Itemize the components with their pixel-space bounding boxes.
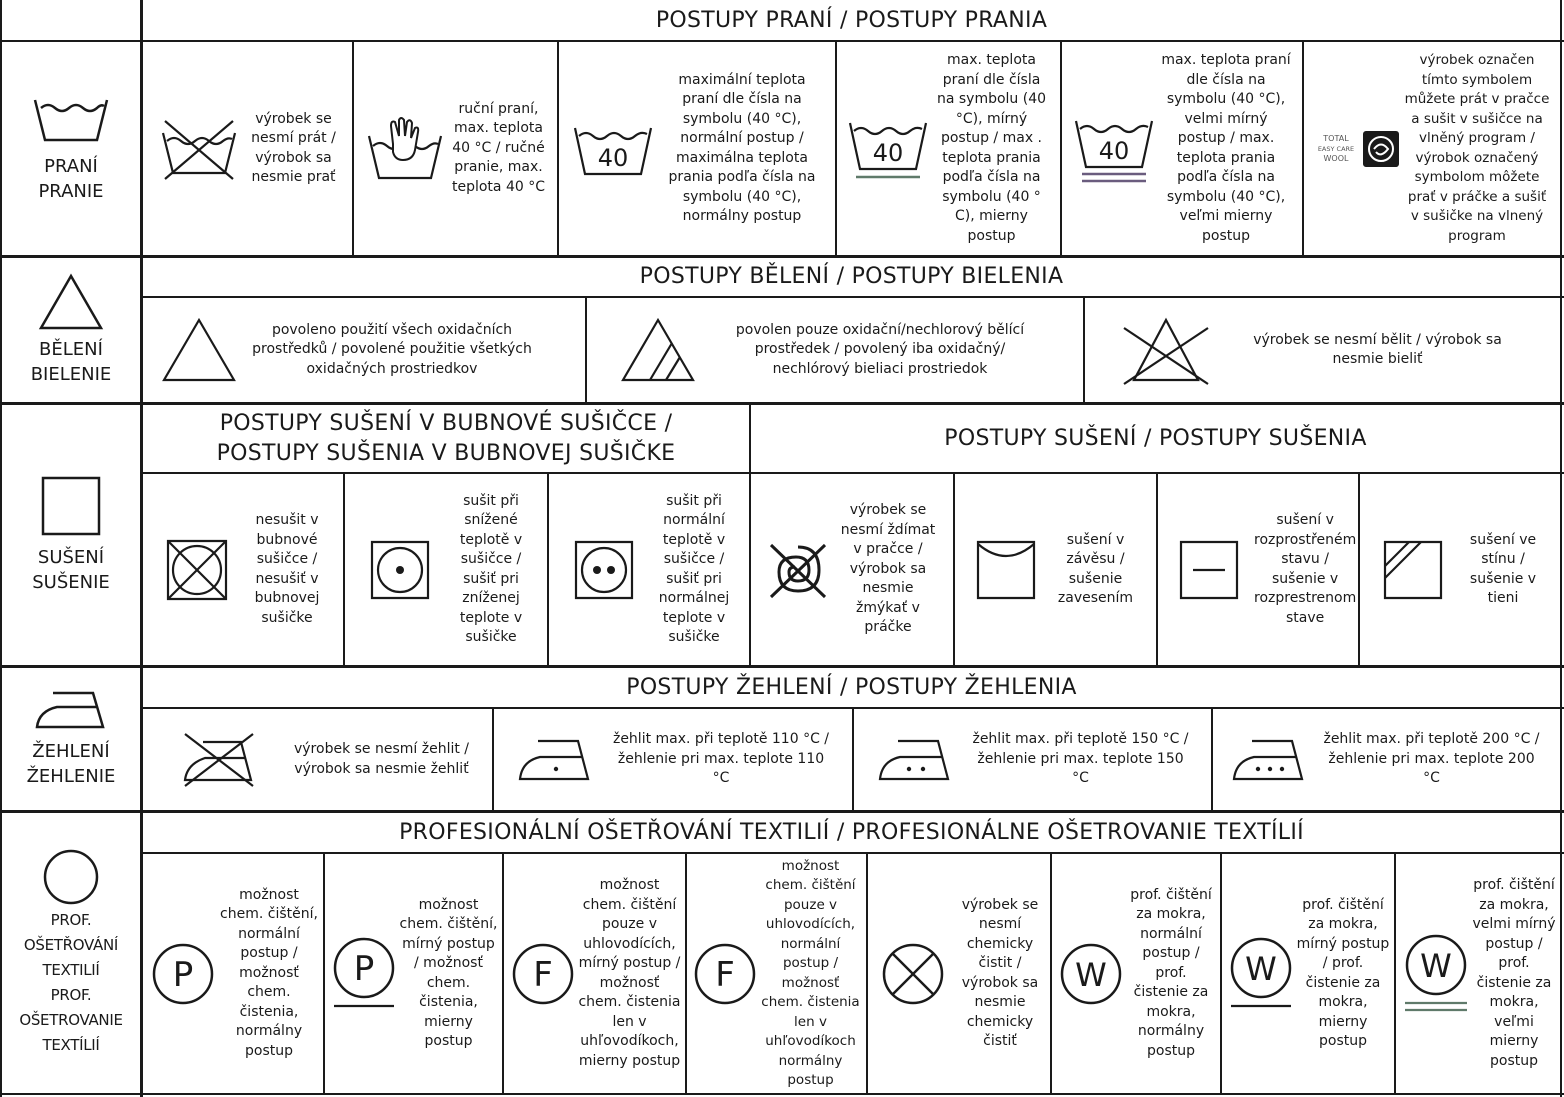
iron-medium-icon bbox=[876, 737, 954, 783]
wet-clean-very-mild-icon bbox=[1403, 933, 1469, 1015]
ironing-text: žehlit max. při teplotě 150 °C / žehlenie pri max. teplote 150 °C bbox=[972, 731, 1189, 787]
wool-badge-line: WOOL bbox=[1323, 153, 1349, 163]
washing-header: POSTUPY PRANÍ / POSTUPY PRANIA bbox=[655, 8, 1048, 33]
dry-clean-p-normal-icon bbox=[151, 942, 215, 1006]
washing-cell bbox=[143, 42, 352, 255]
drying-square-icon bbox=[40, 475, 102, 537]
do-not-wring-icon bbox=[765, 537, 831, 603]
professional-circle-icon bbox=[42, 848, 100, 906]
dry-clean-f-normal-icon bbox=[511, 942, 575, 1006]
drying-cell bbox=[549, 474, 749, 665]
category-ironing bbox=[2, 668, 140, 810]
wet-clean-letter: W bbox=[1420, 946, 1452, 985]
category-washing-label-cz: PRANÍ bbox=[44, 155, 98, 177]
category-ironing-label-sk: ŽEHLENIE bbox=[26, 766, 116, 787]
wool-badge-text bbox=[1314, 134, 1358, 164]
wool-program-icon bbox=[1362, 130, 1400, 168]
ironing-text: žehlit max. při teplotě 110 °C / žehlenie pri max. teplote 110 °C bbox=[612, 731, 830, 787]
bleaching-text: výrobek se nesmí bělit / výrobok sa nesmie bieliť bbox=[1253, 331, 1502, 367]
ironing-cell bbox=[494, 709, 852, 810]
drying-text: sušit při snížené teplotě v sušičce / sušiť pri zníženej teplote v sušičke bbox=[459, 492, 523, 645]
category-professional bbox=[2, 813, 140, 1093]
dry-clean-f-mild-icon bbox=[693, 942, 757, 1006]
ironing-text: výrobek se nesmí žehlit / výrobok sa nesmie žehliť bbox=[293, 741, 470, 777]
professional-text: prof. čištění za mokra, velmi mírný postup / prof. čistenie za mokra, veľmi mierny postup bbox=[1472, 877, 1556, 1069]
drying-cell bbox=[1158, 474, 1358, 665]
wash-tub-icon bbox=[31, 94, 111, 144]
category-professional-label-3: TEXTILIÍ bbox=[42, 961, 100, 979]
drying-text: sušení ve stínu / sušenie v tieni bbox=[1469, 531, 1537, 606]
category-professional-label-5: OŠETROVANIE bbox=[19, 1011, 123, 1029]
bleach-not-allowed-icon bbox=[1118, 314, 1214, 386]
bleaching-cell bbox=[143, 298, 585, 402]
wash-40-normal-icon bbox=[571, 118, 655, 180]
category-drying bbox=[2, 405, 140, 665]
bleaching-text: povolen pouze oxidační/nechlorový bělící prostředek / povolený iba oxidačný/ nechlórový bieliaci prostriedok bbox=[735, 321, 1025, 377]
professional-text: možnost chem. čištění, normální postup / možnosť chem. čistenia, normálny postup bbox=[220, 886, 318, 1059]
wet-clean-letter: W bbox=[1075, 955, 1107, 994]
washing-cell bbox=[1304, 42, 1560, 255]
natural-drying-header: POSTUPY SUŠENÍ / POSTUPY SUŠENIA bbox=[944, 425, 1367, 451]
tumble-drying-header bbox=[143, 405, 749, 472]
professional-header: PROFESIONÁLNÍ OŠETŘOVÁNÍ TEXTILIÍ / PROFESIONÁLNE OŠETROVANIE TEXTÍLIÍ bbox=[399, 819, 1304, 845]
iron-low-icon bbox=[516, 737, 594, 783]
professional-cell bbox=[325, 854, 502, 1093]
wash-40-very-mild-icon bbox=[1072, 111, 1156, 187]
tumble-drying-header-text: POSTUPY SUŠENÍ V BUBNOVÉ SUŠIČCE / POSTUPY SUŠENIA V BUBNOVEJ SUŠIČKE bbox=[216, 410, 676, 466]
professional-cell bbox=[1222, 854, 1394, 1093]
bleach-non-chlorine-icon bbox=[620, 317, 696, 383]
professional-cell bbox=[1396, 854, 1560, 1093]
ironing-cell bbox=[854, 709, 1211, 810]
category-drying-label-sk: SUŠENIE bbox=[32, 572, 110, 593]
bleaching-cell bbox=[587, 298, 1083, 402]
wash-temp-number: 40 bbox=[872, 138, 904, 167]
dry-clean-letter: P bbox=[172, 954, 194, 995]
category-washing bbox=[2, 42, 140, 255]
iron-not-allowed-icon bbox=[179, 732, 259, 788]
dry-clean-not-allowed-icon bbox=[880, 941, 946, 1007]
wet-clean-mild-icon bbox=[1229, 936, 1293, 1012]
iron-high-icon bbox=[1230, 737, 1308, 783]
wash-not-allowed-icon bbox=[157, 117, 241, 181]
category-professional-label-4: PROF. bbox=[50, 986, 92, 1004]
washing-cell bbox=[837, 42, 1060, 255]
professional-text: možnost chem. čištění pouze v uhlovodících, mírný postup / možnosť chem. čistenia len v uhľovodíkoch, mierny postup bbox=[578, 877, 681, 1069]
drying-cell bbox=[751, 474, 953, 665]
dry-clean-letter: P bbox=[353, 948, 375, 989]
washing-text: maximální teplota praní dle čísla na symbolu (40 °C), normální postup / maximálna teplota prania podľa čísla na symbolu (40 °C), normálny postup bbox=[668, 71, 816, 224]
tumble-dry-low-icon bbox=[368, 538, 432, 602]
washing-text: ruční praní, max. teplota 40 °C / ručné pranie, max. teplota 40 °C bbox=[451, 100, 545, 195]
line-dry-icon bbox=[974, 538, 1038, 602]
category-bleaching-label-cz: BĚLENÍ bbox=[39, 339, 103, 360]
bleaching-text: povoleno použití všech oxidačních prostředků / povolené použitie všetkých oxidačných prostriedkov bbox=[252, 321, 532, 377]
drying-cell bbox=[955, 474, 1156, 665]
drying-text: sušení v závěsu / sušenie zavesením bbox=[1057, 531, 1134, 606]
professional-cell bbox=[868, 854, 1050, 1093]
professional-text: prof. čištění za mokra, normální postup / prof. čistenie za mokra, normálny postup bbox=[1130, 886, 1212, 1059]
tumble-dry-normal-icon bbox=[572, 538, 636, 602]
professional-cell bbox=[143, 854, 323, 1093]
ironing-cell bbox=[143, 709, 492, 810]
washing-text: výrobek se nesmí prát / výrobok sa nesmie prať bbox=[251, 110, 336, 185]
drying-cell bbox=[1360, 474, 1560, 665]
iron-icon bbox=[33, 689, 109, 731]
category-drying-label-cz: SUŠENÍ bbox=[37, 547, 105, 568]
bleach-any-icon bbox=[161, 317, 237, 383]
dry-in-shade-icon bbox=[1381, 538, 1445, 602]
wool-badge-line: TOTAL bbox=[1323, 133, 1349, 143]
professional-cell bbox=[504, 854, 685, 1093]
washing-cell bbox=[559, 42, 835, 255]
category-ironing-label-cz: ŽEHLENÍ bbox=[32, 741, 110, 762]
category-professional-label-2: OŠETŘOVÁNÍ bbox=[23, 936, 119, 954]
washing-text: max. teplota praní dle čísla na symbolu (40 °C), velmi mírný postup / max. teplota prania podľa čísla na symbolu (40 °C), veľmi mierny postup bbox=[1161, 52, 1291, 244]
wash-temp-number: 40 bbox=[1098, 136, 1130, 165]
category-professional-label-1: PROF. bbox=[50, 911, 92, 929]
ironing-cell bbox=[1213, 709, 1560, 810]
drying-text: sušení v rozprostřeném stavu / sušenie v rozprestrenom stave bbox=[1254, 512, 1357, 626]
wool-badge-line: EASY CARE bbox=[1317, 144, 1355, 153]
drying-text: nesušit v bubnové sušičce / nesušiť v bubnovej sušičke bbox=[254, 512, 320, 626]
professional-text: možnost chem. čištění pouze v uhlovodících, normální postup / možnosť chem. čistenia len v uhľovodíkoch normálny postup bbox=[761, 857, 860, 1088]
washing-text: max. teplota praní dle čísla na symbolu (40 °C), mírný postup / max . teplota prania podľa čísla na symbolu (40 ° C), mierny postup bbox=[936, 52, 1047, 244]
dry-clean-letter: F bbox=[533, 954, 553, 995]
professional-cell bbox=[687, 854, 866, 1093]
wet-clean-letter: W bbox=[1245, 949, 1277, 988]
washing-cell bbox=[1062, 42, 1302, 255]
wash-temp-number: 40 bbox=[597, 143, 629, 172]
hand-wash-icon bbox=[363, 114, 447, 184]
professional-cell bbox=[1052, 854, 1220, 1093]
dry-clean-p-mild-icon bbox=[332, 936, 396, 1012]
category-bleaching bbox=[2, 258, 140, 402]
ironing-header: POSTUPY ŽEHLENÍ / POSTUPY ŽEHLENIA bbox=[626, 674, 1077, 700]
bleaching-header: POSTUPY BĚLENÍ / POSTUPY BIELENIA bbox=[639, 264, 1064, 289]
dry-clean-letter: F bbox=[715, 954, 735, 995]
drying-cell bbox=[143, 474, 343, 665]
drying-cell bbox=[345, 474, 547, 665]
bleach-triangle-icon bbox=[38, 273, 104, 331]
category-washing-label-sk: PRANIE bbox=[38, 180, 104, 202]
tumble-dry-not-allowed-icon bbox=[164, 537, 230, 603]
professional-text: možnost chem. čištění, mírný postup / možnosť chem. čistenia, mierny postup bbox=[399, 896, 498, 1049]
professional-text: výrobek se nesmí chemicky čistit / výrobok sa nesmie chemicky čistiť bbox=[961, 896, 1039, 1049]
washing-cell bbox=[354, 42, 557, 255]
wash-40-mild-icon bbox=[846, 113, 930, 185]
drying-text: výrobek se nesmí ždímat v pračce / výrobok sa nesmie žmýkať v práčke bbox=[840, 502, 936, 636]
dry-flat-icon bbox=[1177, 538, 1241, 602]
bleaching-cell bbox=[1085, 298, 1560, 402]
drying-text: sušit při normální teplotě v sušičce / sušiť pri normálnej teplote v sušičke bbox=[658, 492, 730, 645]
professional-text: prof. čištění za mokra, mírný postup / prof. čistenie za mokra, mierny postup bbox=[1296, 896, 1390, 1049]
wet-clean-normal-icon bbox=[1059, 942, 1123, 1006]
washing-text: výrobek označen tímto symbolem můžete prát v pračce a sušit v sušičce na vlněný program / výrobok označený symbolom môžete prať v práčke a sušiť v sušičke na vlnený program bbox=[1404, 52, 1550, 244]
category-professional-label-6: TEXTÍLIÍ bbox=[42, 1036, 100, 1054]
category-bleaching-label-sk: BIELENIE bbox=[30, 364, 112, 385]
ironing-text: žehlit max. při teplotě 200 °C / žehlenie pri max. teplote 200 °C bbox=[1323, 731, 1540, 787]
